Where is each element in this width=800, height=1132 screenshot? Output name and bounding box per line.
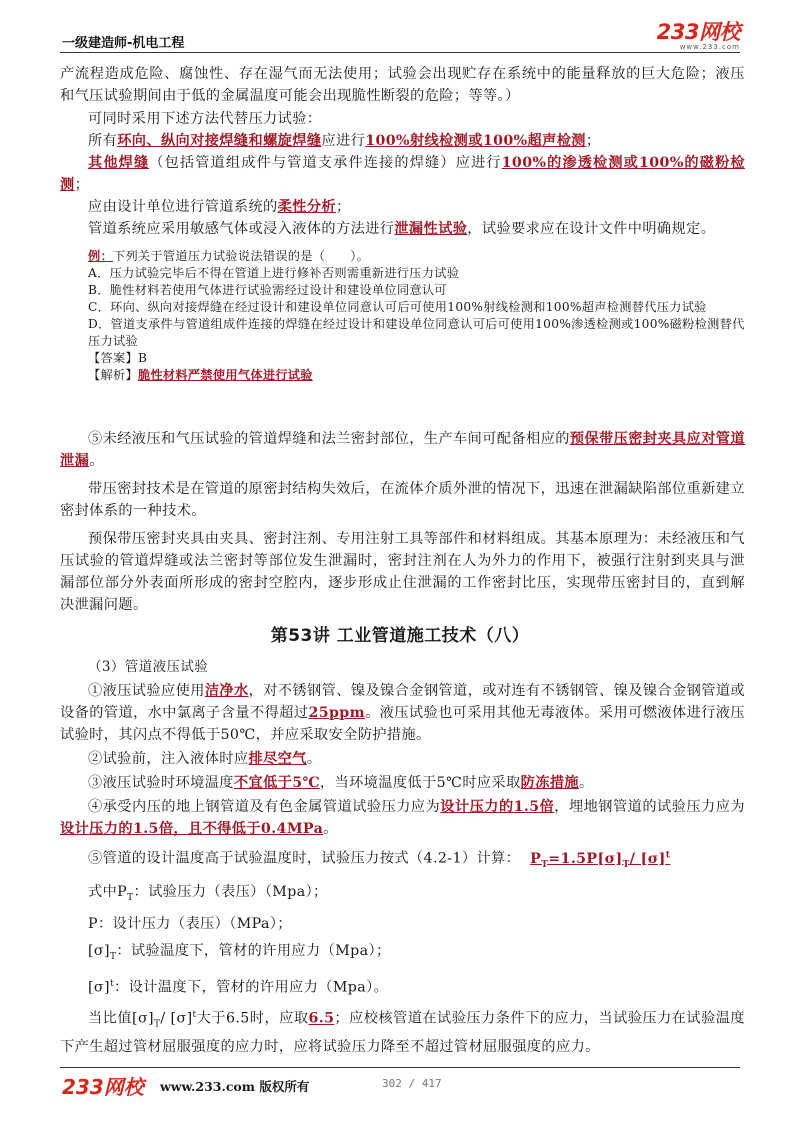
- hydro-item-2: ②试验前，注入液体时应排尽空气。: [88, 751, 322, 767]
- section5-paragraph-1: ⑤未经液压和气压试验的管道焊缝和法兰密封部位，生产车间可配备相应的预保带压密封夹具应对管道泄漏。: [60, 431, 746, 469]
- example-option-b: B．脆性材料若使用气体进行试验需经过设计和建设单位同意认可: [88, 283, 447, 297]
- hydro-item-4: ④承受内压的地上钢管道及有色金属管道试验压力应为设计压力的1.5倍，埋地钢管道的试验压力应为设计压力的1.5倍，且不得低于0.4MPa。: [60, 799, 745, 837]
- alt-method-4: 管道系统应采用敏感气体或浸入液体的方法进行泄漏性试验，试验要求应在设计文件中明确规定。: [88, 221, 716, 237]
- hydro-item-3: ③液压试验时环境温度不宜低于5℃，当环境温度低于5℃时应采取防冻措施。: [88, 775, 594, 791]
- hydro-test-section: [60, 656, 745, 1058]
- footer-logo[interactable]: 233网校: [62, 1075, 144, 1099]
- footer-copyright: www.233.com 版权所有: [160, 1079, 310, 1094]
- header-divider: [60, 52, 740, 53]
- formula-def-pt: 式中$P_T$：试验压力（表压）（Mpa）；: [88, 883, 328, 903]
- alt-method-1: 所有环向、纵向对接焊缝和螺旋焊缝应进行100%射线检测或100%超声检测；: [88, 133, 601, 149]
- formula-def-sigma-design: $[\sigma]^t$：设计温度下，管材的许用应力（Mpa）。: [88, 979, 389, 996]
- example-option-a: A．压力试验完毕后不得在管道上进行修补否则需重新进行压力试验: [88, 266, 460, 280]
- example-option-d: D．管道支承件与管道组成件连接的焊缝在经过设计和建设单位同意认可后可使用100%渗透检测或100%磁粉检测替代压力试验: [88, 317, 745, 348]
- example-option-c: C．环向、纵向对接焊缝在经过设计和建设单位同意认可后可使用100%射线检测和100%超声检测替代压力试验: [88, 300, 707, 314]
- logo-text: 233网校: [656, 20, 740, 44]
- alt-method-3: 应由设计单位进行管道系统的柔性分析；: [88, 199, 351, 215]
- footer-divider: [60, 1067, 740, 1068]
- hydro-heading: （3）管道液压试验: [88, 659, 209, 675]
- brand-logo[interactable]: [657, 22, 740, 51]
- hydro-item-1: ①液压试验应使用洁净水，对不锈钢管、镍及镍合金钢管道，或对连有不锈钢管、镍及镍合金钢管道或设备的管道，水中氯离子含量不得超过25ppm。液压试验也可采用其他无毒液体。采用可燃液体进行液压试验时，其闪点不得低于50℃，并应采取安全防护措施。: [60, 683, 746, 743]
- example-section: [60, 248, 745, 384]
- alt-method-heading: 可同时采用下述方法代替压力试验：: [88, 111, 322, 127]
- page-number: 302 / 417: [382, 1077, 442, 1090]
- header-title: 一级建造师-机电工程: [62, 36, 185, 51]
- alt-method-2: 其他焊缝（包括管道组成件与管道支承件连接的焊缝）应进行100%的渗透检测或100%的磁粉检测；: [60, 155, 745, 193]
- section5-paragraph-2: 带压密封技术是在管道的原密封结构失效后，在流体介质外泄的情况下，迅速在泄漏缺陷部位重新建立密封体系的一种技术。: [60, 481, 745, 519]
- example-answer: 【答案】B: [88, 351, 148, 365]
- lecture-title: 第53讲 工业管道施工技术（八）: [270, 626, 530, 646]
- section5-paragraph-3: 预保带压密封夹具由夹具、密封注剂、专用注射工具等部件和材料组成。其基本原理为：未经液压和气压试验的管道焊缝或法兰密封等部位发生泄漏时，密封注剂在人为外力的作用下，被强行注射到夹具与泄漏部位部分外表面所形成的密封空腔内，逐步形成止住泄漏的工作密封比压，实现带压密封目的，直到解决泄漏问题。: [60, 531, 745, 613]
- pressure-seal-section: [60, 428, 745, 616]
- formula-def-sigma-t: $[\sigma]_T$：试验温度下，管材的许用应力（Mpa）；: [88, 943, 391, 963]
- ratio-rule: 当比值$[\sigma]_T/$ $[\sigma]^t$大于6.5时，应取6.5；应校核管道在试验压力条件下的应力，当试验压力在试验温度下产生超过管材屈服强度的应力时，应将试验压力降至不超过管材屈服强度的应力。: [60, 1009, 746, 1055]
- intro-section: [60, 63, 745, 240]
- formula-def-p: P：设计压力（表压）（MPa）；: [88, 916, 292, 933]
- hydro-item-5: ⑤管道的设计温度高于试验温度时，试验压力按式（4.2-1）计算： $P_T=1.5P[\sigma]_T/$ $[\sigma]^t$: [88, 850, 671, 870]
- logo-url: www.233.com: [679, 43, 740, 51]
- example-analysis: 【解析】脆性材料严禁使用气体进行试验: [88, 368, 313, 382]
- intro-paragraph: 产流程造成危险、腐蚀性、存在湿气而无法使用；试验会出现贮存在系统中的能量释放的巨大危险；液压和气压试验期间由于低的金属温度可能会出现脆性断裂的危险；等等。）: [60, 66, 745, 104]
- example-question: 例：下列关于管道压力试验说法错误的是（ ）。: [88, 249, 370, 263]
- test-pressure-formula: $P_T=1.5P[\sigma]_T/$ $[\sigma]^t$: [530, 850, 671, 870]
